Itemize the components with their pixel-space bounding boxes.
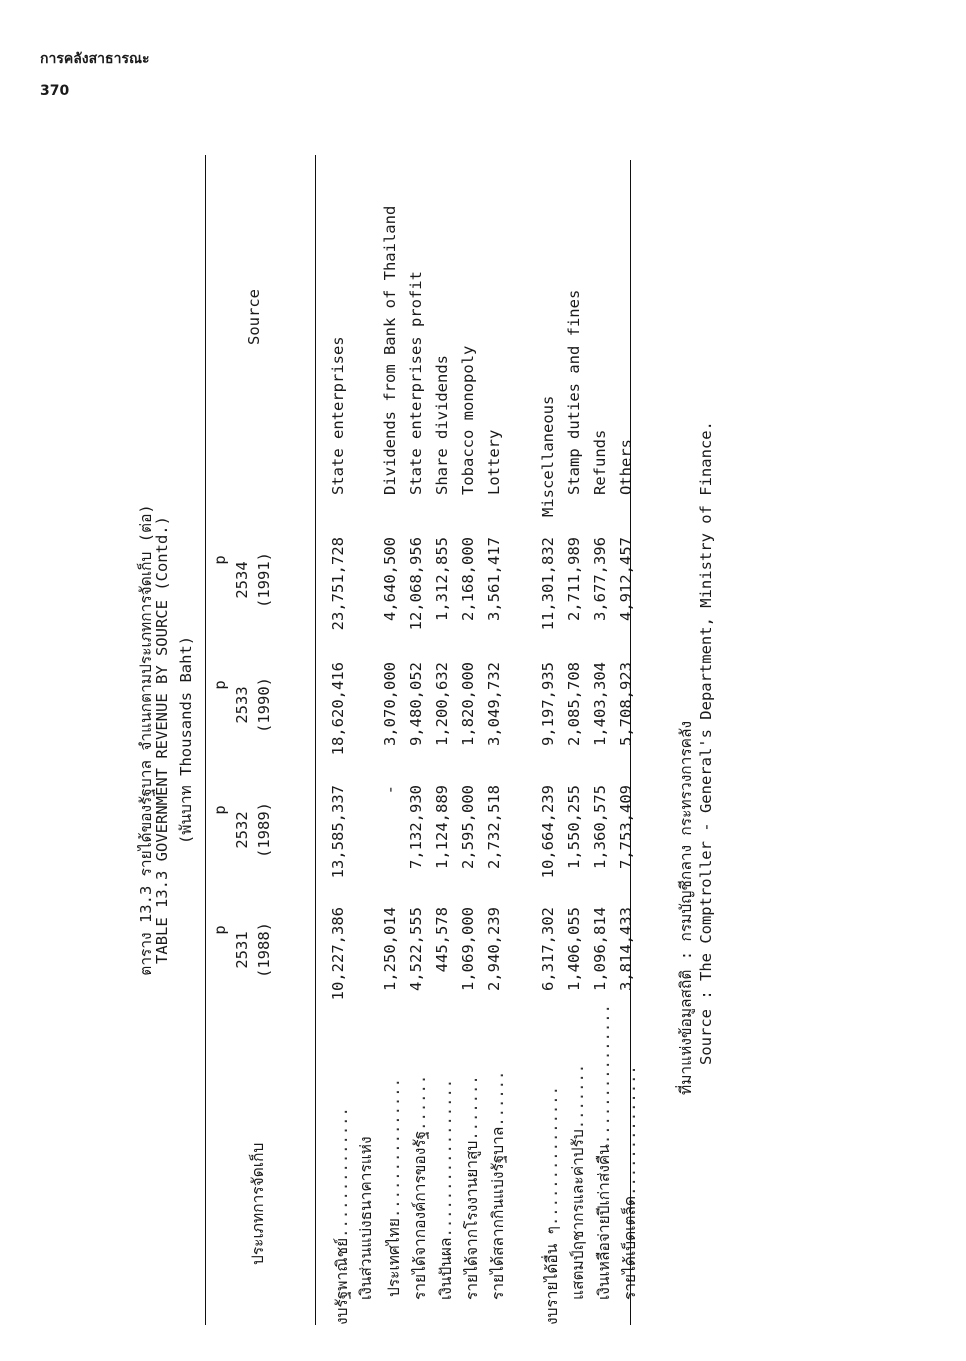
rule-top: [205, 155, 206, 1325]
cell-1989: 1,360,575: [591, 785, 609, 869]
col-year-be: 2534: [233, 561, 251, 599]
cell-1991: 4,640,500: [381, 537, 399, 621]
cell-1988: 1,069,000: [459, 907, 477, 991]
col-flag: p: [211, 680, 229, 690]
row-source: Tobacco monopoly: [459, 345, 477, 495]
leader-dots: ......: [411, 1074, 429, 1131]
cell-1990: 3,070,000: [381, 662, 399, 746]
col-year-ce: (1990): [255, 677, 273, 733]
cell-1989: 1,550,255: [565, 785, 583, 869]
table-title-english: TABLE 13.3 GOVERNMENT REVENUE BY SOURCE (Contd.): [153, 516, 171, 964]
cell-1991: 3,561,417: [485, 537, 503, 621]
cell-1991: 23,751,728: [329, 537, 347, 631]
footnote-thai: ที่มาแห่งข้อมูลสถิติ : กรมบัญชีกลาง กระทรวงการคลัง: [677, 720, 695, 1095]
cell-1991: 2,711,989: [565, 537, 583, 621]
col-flag: p: [211, 925, 229, 935]
table-row-label: [329, 1025, 354, 1325]
cell-1989: 1,124,889: [433, 785, 451, 869]
cell-1991: 12,068,956: [407, 537, 425, 631]
cell-1990: 1,403,304: [591, 662, 609, 746]
cell-1988: 1,250,014: [381, 907, 399, 991]
col-year-be: 2532: [233, 811, 251, 849]
row-source: Others: [617, 439, 635, 495]
cell-1988: 6,317,302: [539, 907, 557, 991]
row-source: State enterprises: [329, 336, 347, 495]
row-thai: เงินเหลือจ่ายปีเก่าส่งคืน: [595, 1144, 613, 1300]
col-header-source: Source: [245, 289, 263, 345]
cell-1989: 2,732,518: [485, 785, 503, 869]
rotated-table: [125, 155, 639, 1325]
row-thai: รายได้จากองค์การของรัฐ: [411, 1130, 429, 1300]
cell-1989: 2,595,000: [459, 785, 477, 869]
row-thai: รายได้เบ็ดเตล็ด: [621, 1195, 639, 1300]
cell-1991: 1,312,855: [433, 537, 451, 621]
table-row-label: [539, 1025, 564, 1325]
row-source: State enterprises profit: [407, 271, 425, 495]
row-thai: รายได้สลากกินแบ่งรัฐบาล: [489, 1126, 507, 1300]
rule-header: [315, 155, 316, 1325]
table-row-label: [353, 1000, 378, 1300]
cell-1990: 9,197,935: [539, 662, 557, 746]
rule-bottom: [630, 160, 631, 1325]
col-year-ce: (1988): [255, 922, 273, 978]
cell-1988: 3,814,433: [617, 907, 635, 991]
table-row-label: [591, 1000, 616, 1300]
leader-dots: .......: [463, 1075, 481, 1141]
leader-dots: ...............: [595, 1004, 613, 1145]
cell-1991: 4,912,457: [617, 537, 635, 621]
col-flag: p: [211, 805, 229, 815]
col-year-be: 2531: [233, 931, 251, 969]
leader-dots: .................: [437, 1078, 455, 1238]
row-source: Stamp duties and fines: [565, 289, 583, 495]
row-thai: งบรัฐพาณิชย์: [333, 1237, 351, 1325]
cell-1988: 2,940,239: [485, 907, 503, 991]
row-source: Miscellaneous: [539, 395, 557, 517]
col-header-year-1: [209, 895, 275, 1005]
row-thai: รายได้จากโรงงานยาสูบ: [463, 1140, 481, 1300]
cell-1988: 4,522,555: [407, 907, 425, 991]
cell-1990: 2,085,708: [565, 662, 583, 746]
leader-dots: ...............: [385, 1078, 403, 1219]
leader-dots: .......: [569, 1063, 587, 1130]
table-row-label: [407, 1000, 432, 1300]
row-thai: แสตมป์ฤชากรและค่าปรับ: [569, 1129, 587, 1300]
cell-1990: 3,049,732: [485, 662, 503, 746]
col-year-ce: (1991): [255, 552, 273, 608]
row-thai: เงินส่วนแบ่งธนาคารแห่ง: [357, 1136, 375, 1300]
row-thai: ประเทศไทย: [385, 1218, 403, 1297]
cell-1990: 5,708,923: [617, 662, 635, 746]
cell-1990: 18,620,416: [329, 662, 347, 756]
cell-1991: 3,677,396: [591, 537, 609, 621]
col-header-year-3: [209, 650, 275, 760]
table-row-label: [485, 1000, 510, 1300]
cell-1989: 10,664,239: [539, 785, 557, 879]
cell-1988: 1,406,055: [565, 907, 583, 991]
row-thai: เงินปันผล: [437, 1237, 455, 1300]
section-heading: การคลังสาธารณะ: [40, 51, 150, 67]
col-year-ce: (1989): [255, 802, 273, 858]
cell-1988: 445,578: [433, 907, 451, 973]
cell-1990: 1,200,632: [433, 662, 451, 746]
row-thai: งบรายได้อื่น ๆ: [543, 1226, 561, 1325]
row-source: Share dividends: [433, 355, 451, 495]
cell-1990: 9,480,052: [407, 662, 425, 746]
cell-1989: 13,585,337: [329, 785, 347, 879]
row-source: Refunds: [591, 429, 609, 495]
cell-1989: 7,132,930: [407, 785, 425, 869]
col-year-be: 2533: [233, 686, 251, 724]
table-row-label: [433, 1000, 458, 1300]
page-number: 370: [40, 83, 70, 99]
cell-1991: 11,301,832: [539, 537, 557, 631]
footnote-block: [665, 335, 725, 1095]
table-row-label: [381, 997, 406, 1297]
leader-dots: ..............: [333, 1107, 351, 1238]
table-row-label: [459, 1000, 484, 1300]
footnote-english: Source : The Comptroller - General's Department, Ministry of Finance.: [697, 421, 715, 1065]
cell-1989: 7,753,409: [617, 785, 635, 869]
cell-1988: 10,227,386: [329, 907, 347, 1001]
row-source: Lottery: [485, 429, 503, 495]
cell-1991: 2,168,000: [459, 537, 477, 621]
table-title-thai: ตาราง 13.3 รายได้ของรัฐบาล จำแนกตามประเภทการจัดเก็บ (ต่อ): [137, 504, 155, 976]
leader-dots: ......: [489, 1070, 507, 1127]
cell-1990: 1,820,000: [459, 662, 477, 746]
col-header-thai: ประเภทการจัดเก็บ: [249, 1142, 267, 1265]
leader-dots: ...............: [543, 1086, 561, 1227]
col-header-year-2: [209, 775, 275, 885]
leader-dots: ..............: [621, 1065, 639, 1196]
col-header-year-4: [209, 525, 275, 635]
table-unit: (พันบาท Thousands Baht): [177, 635, 195, 845]
col-flag: p: [211, 555, 229, 565]
table-row-label: [565, 1000, 590, 1300]
cell-1988: 1,096,814: [591, 907, 609, 991]
cell-1989: -: [381, 785, 399, 795]
row-source: Dividends from Bank of Thailand: [381, 205, 399, 495]
